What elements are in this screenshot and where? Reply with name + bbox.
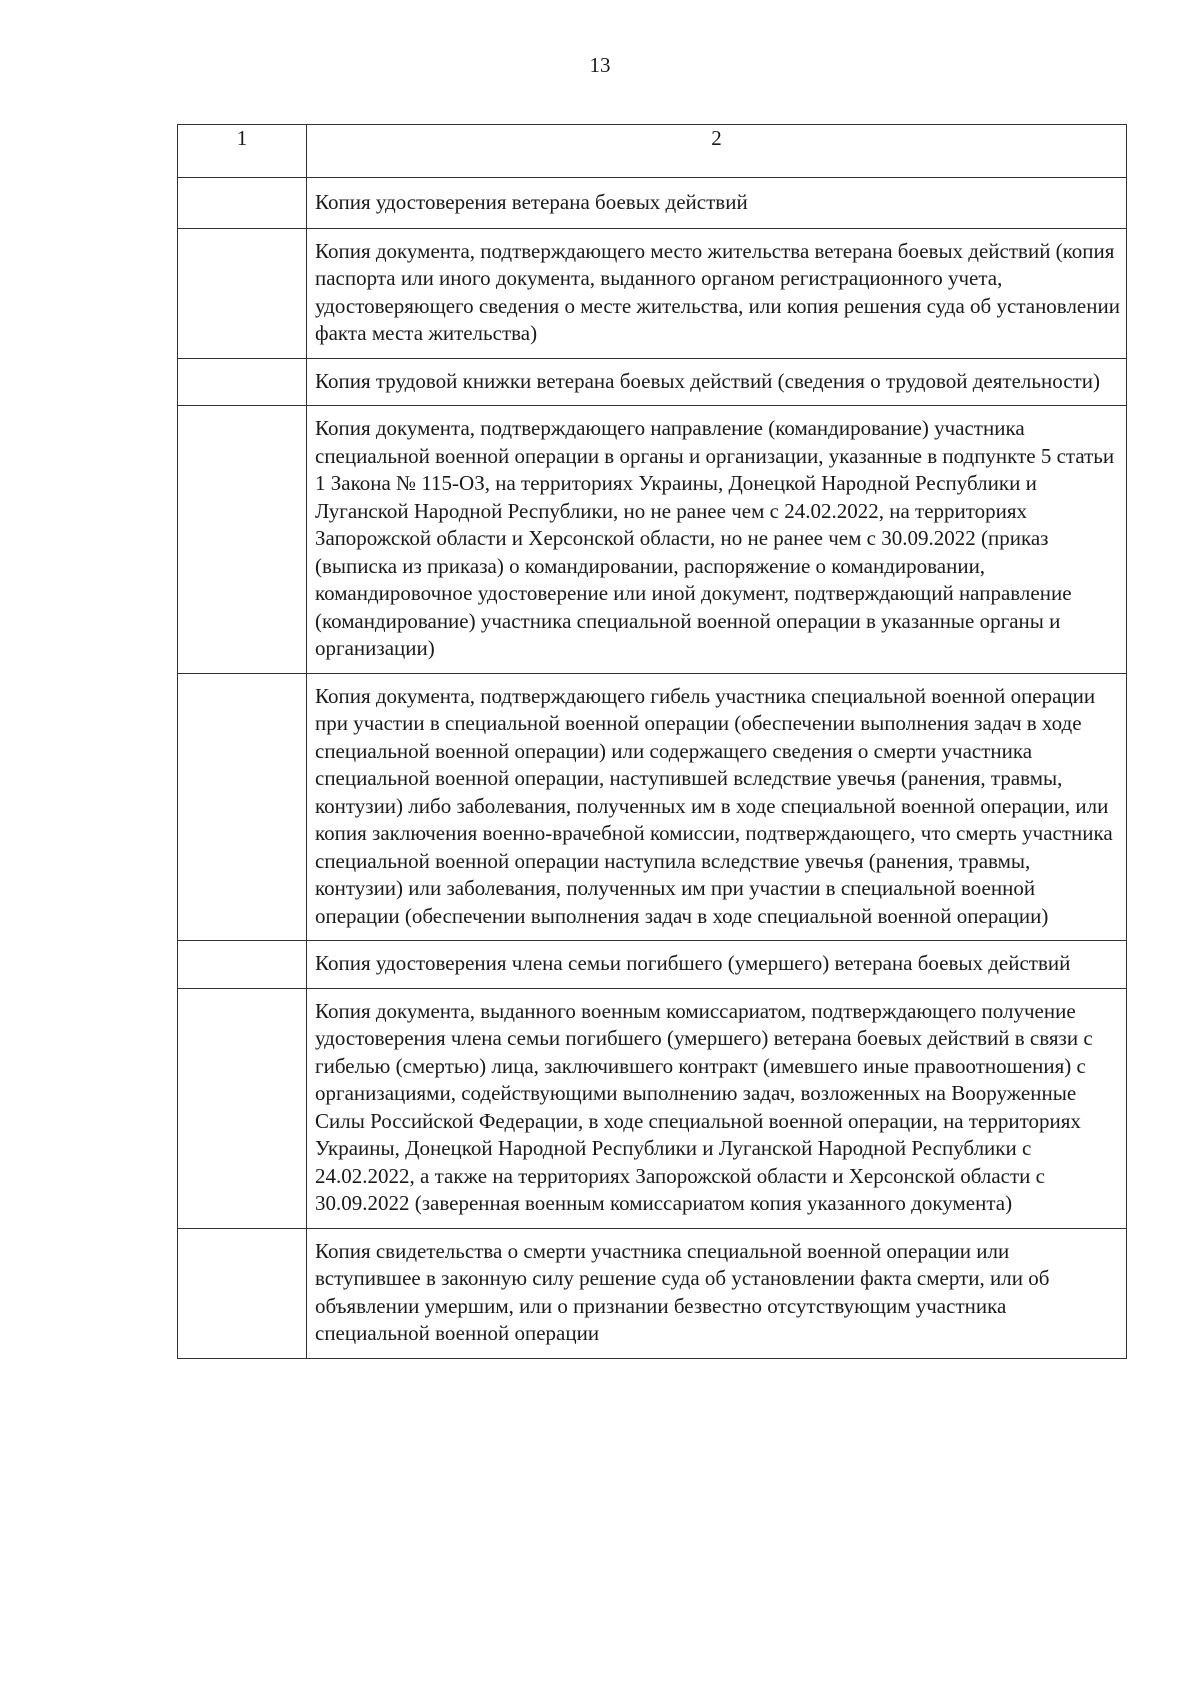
row-text-cell xyxy=(307,1228,1127,1358)
row-text: Копия свидетельства о смерти участника специальной военной операции или вступившее в законную силу решение суда об установлении факта смерти, или об объявлении умершим, или о признании безвестно отсутствующим участника специальной военной операции xyxy=(315,1238,1050,1345)
row-text-cell xyxy=(307,941,1127,989)
row-text: Копия документа, выданного военным комиссариатом, подтверждающего получение удостоверения члена семьи погибшего (умершего) ветерана боевых действий в связи с гибелью (смертью) лица, заключившего контракт (имевшего иные правоотношения) с организациями, содействующими выполнению задач, возложенных на Вооруженные Силы Российской Федерации, в ходе специальной военной операции, на территориях Украины, Донецкой Народной Республики и Луганской Народной Республики с 24.02.2022, а также на территориях Запорожской области и Херсонской области с 30.09.2022 (заверенная военным комиссариатом копия указанного документа) xyxy=(315,998,1093,1215)
row-number-cell xyxy=(178,228,307,358)
row-text: Копия трудовой книжки ветерана боевых действий (сведения о трудовой деятельности) xyxy=(315,368,1100,393)
table-row xyxy=(178,1228,1127,1358)
table-row xyxy=(178,358,1127,406)
column-header-2: 2 xyxy=(307,125,1127,178)
row-text: Копия удостоверения члена семьи погибшего (умершего) ветерана боевых действий xyxy=(315,951,1071,975)
row-text-cell xyxy=(307,673,1127,941)
row-text-cell xyxy=(307,178,1127,229)
row-text-cell xyxy=(307,406,1127,674)
row-text: Копия документа, подтверждающего направление (командирование) участника специальной военной операции в органы и организации, указанные в подпункте 5 статьи 1 Закона № 115-ОЗ, на территориях Украины, Донецкой Народной Республики и Луганской Народной Республики, но не ранее чем с 24.02.2022, на территориях Запорожской области и Херсонской области, но не ранее чем с 30.09.2022 (приказ (выписка из приказа) о командировании, распоряжение о командировании, командировочное удостоверение или иной документ, подтверждающий направление (командирование) участника специальной военной операции в указанные органы и организации) xyxy=(315,416,1115,660)
row-text-cell xyxy=(307,228,1127,358)
page-number: 13 xyxy=(589,53,611,77)
table-row xyxy=(178,406,1127,674)
row-number-cell xyxy=(178,673,307,941)
row-number-cell xyxy=(178,178,307,229)
table-header-row xyxy=(178,125,1127,178)
table-row xyxy=(178,178,1127,229)
row-text-cell xyxy=(307,358,1127,406)
documents-table xyxy=(177,124,1127,1359)
row-number-cell xyxy=(178,988,307,1228)
column-header-1: 1 xyxy=(178,125,307,178)
row-text: Копия документа, подтверждающего гибель участника специальной военной операции при участии в специальной военной операции (обеспечении выполнения задач в ходе специальной военной операции) или содержащего сведения о смерти участника специальной военной операции, наступившей вследствие увечья (ранения, травмы, контузии) либо заболевания, полученных им в ходе специальной военной операции, или копия заключения военно-врачебной комиссии, подтверждающего, что смерть участника специальной военной операции наступила вследствие увечья (ранения, травмы, контузии) или заболевания, полученных им при участии в специальной военной операции (обеспечении выполнения задач в ходе специальной военной операции) xyxy=(315,683,1113,928)
row-text: Копия удостоверения ветерана боевых действий xyxy=(315,190,748,214)
row-text-cell xyxy=(307,988,1127,1228)
row-number-cell xyxy=(178,1228,307,1358)
row-text: Копия документа, подтверждающего место жительства ветерана боевых действий (копия паспорта или иного документа, выданного органом регистрационного учета, удостоверяющего сведения о месте жительства, или копия решения суда об установлении факта места жительства) xyxy=(315,238,1120,345)
table-row xyxy=(178,228,1127,358)
row-number-cell xyxy=(178,406,307,674)
table-row xyxy=(178,941,1127,989)
table-row xyxy=(178,988,1127,1228)
table-row xyxy=(178,673,1127,941)
row-number-cell xyxy=(178,358,307,406)
row-number-cell xyxy=(178,941,307,989)
